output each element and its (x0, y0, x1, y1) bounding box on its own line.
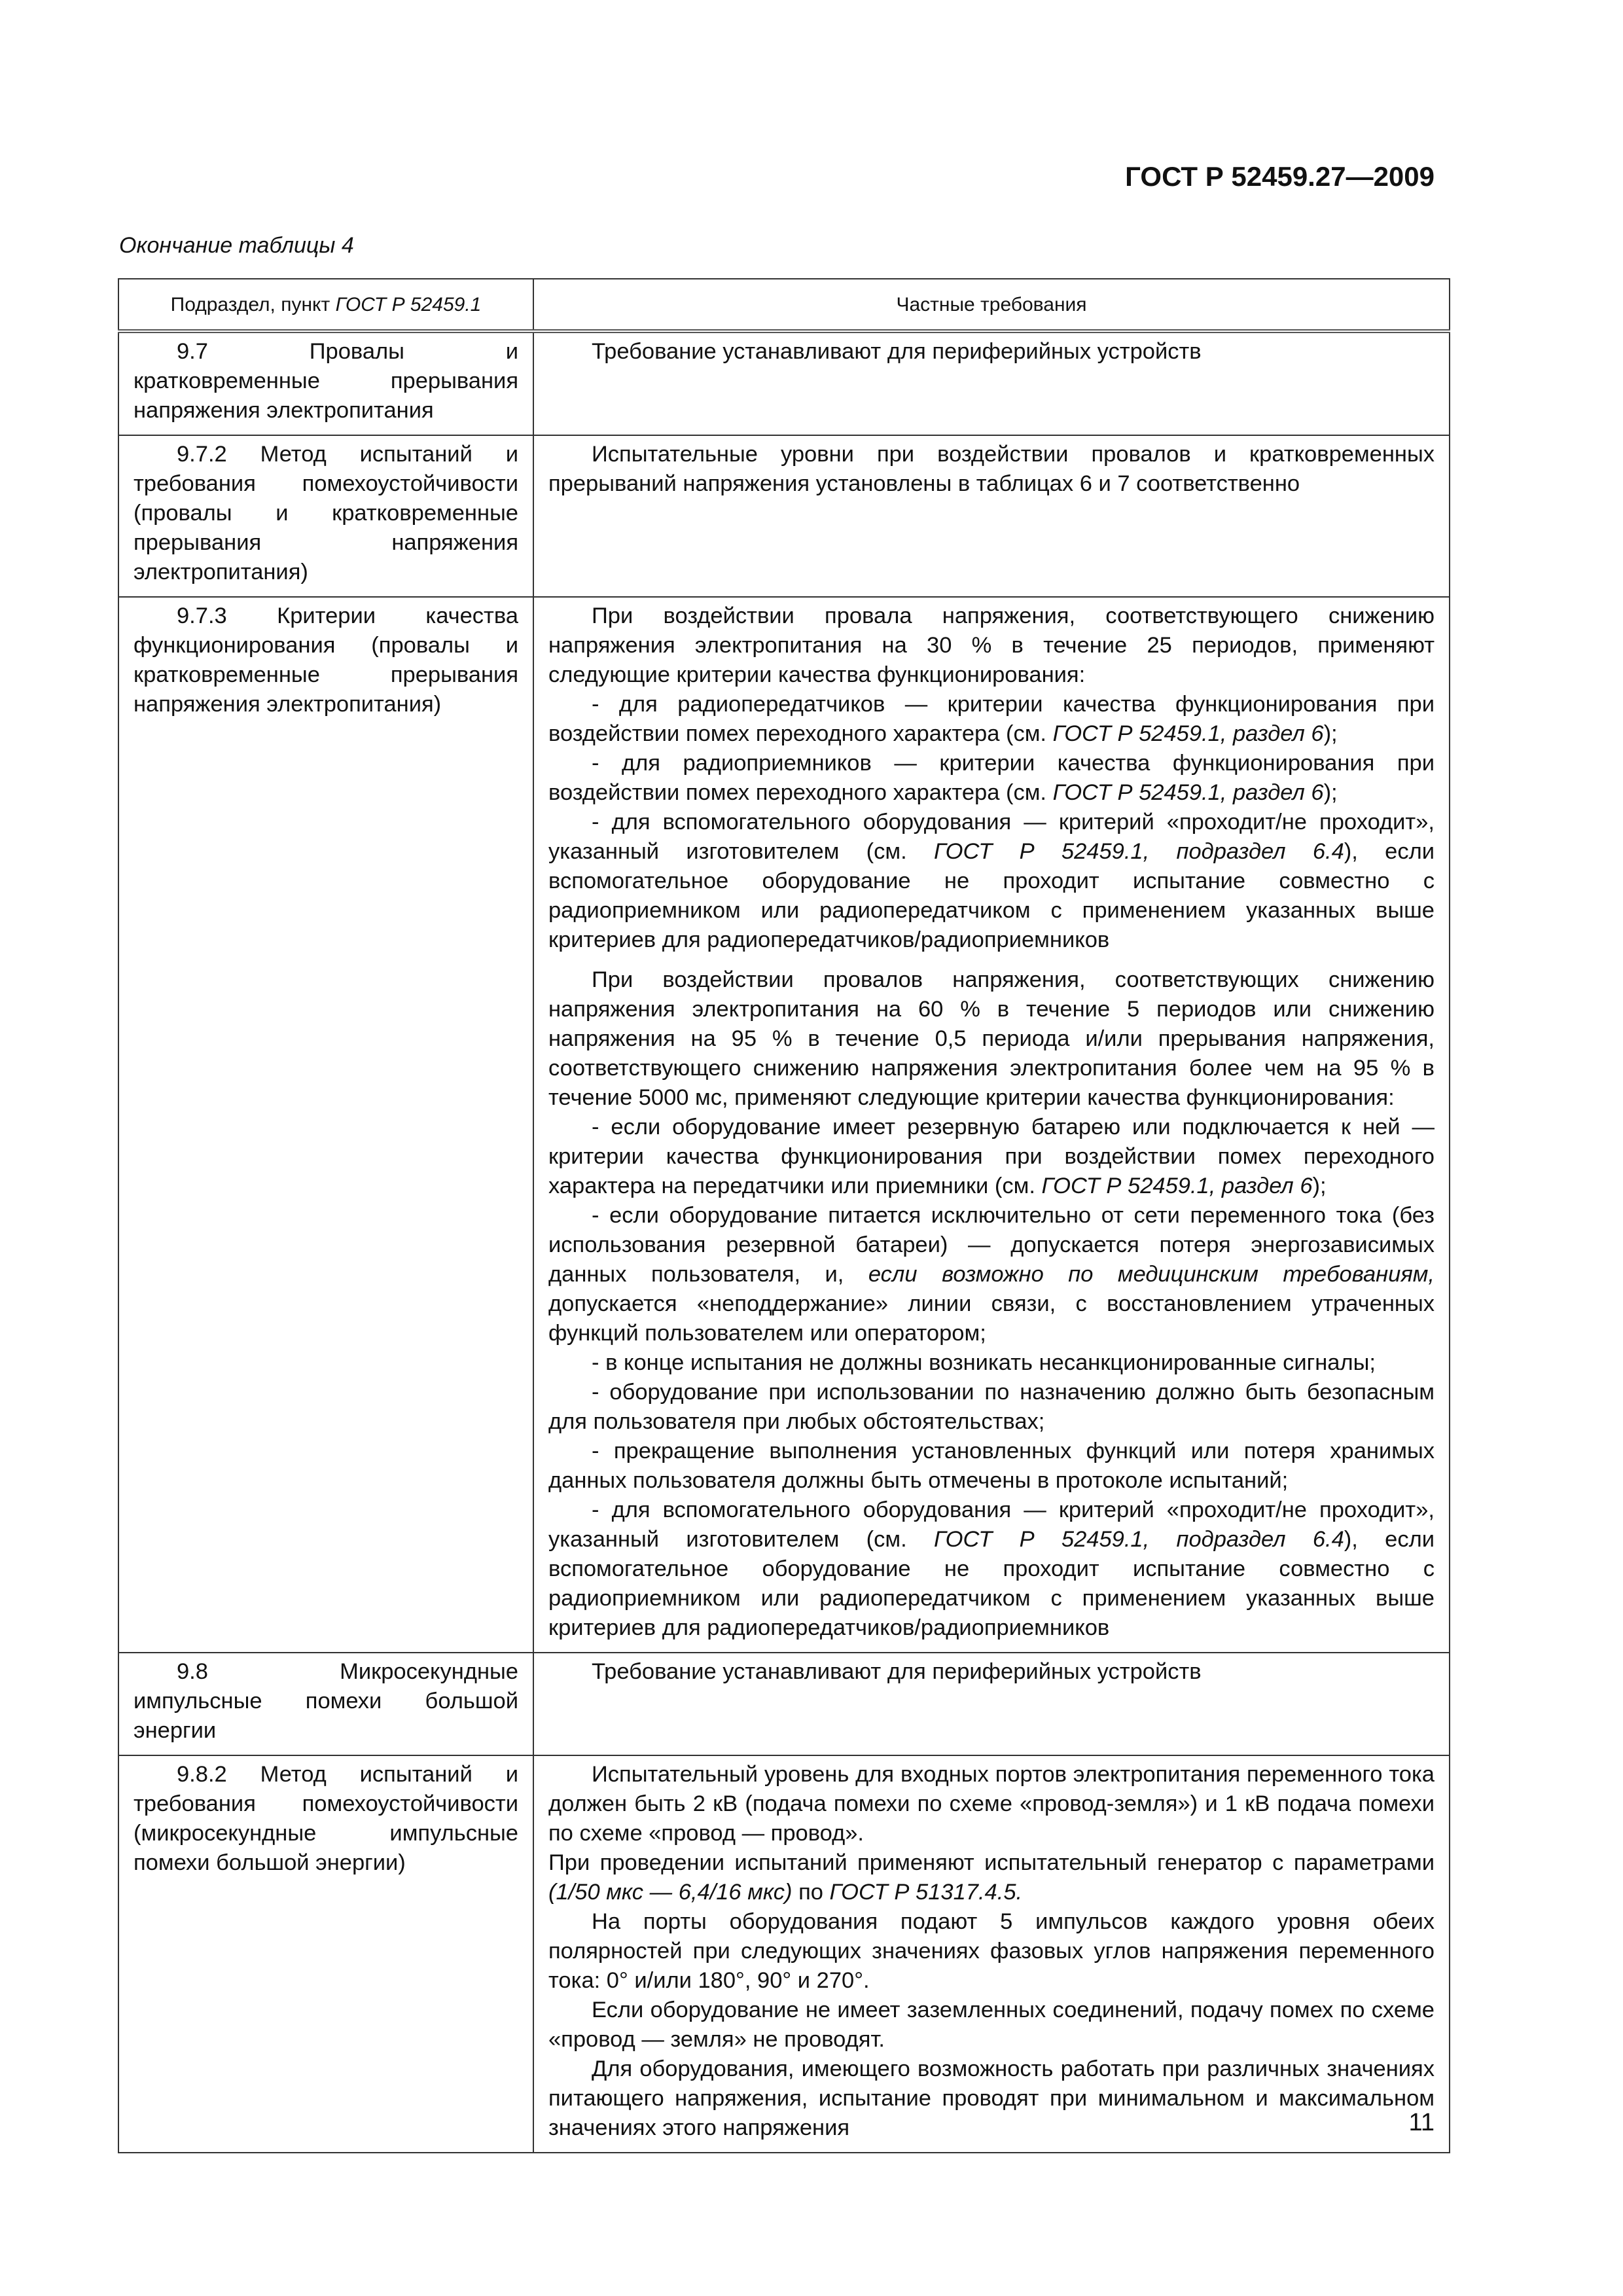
emphasis-text: если возможно по медицинским требованиям, (868, 1262, 1435, 1287)
subsection-cell: 9.7.3 Критерии качества функционирования (провалы и кратковременные прерывания напряжения электропитания) (118, 597, 533, 1653)
requirement-cell (533, 435, 1450, 597)
subsection-cell: 9.7 Провалы и кратковременные прерывания напряжения электропитания (118, 331, 533, 435)
page-number: 11 (1408, 2109, 1435, 2136)
standard-reference: ГОСТ Р 52459.1, раздел 6 (1052, 721, 1324, 746)
requirement-paragraph: Требование устанавливают для периферийных устройств (592, 1659, 1202, 1684)
table-row (118, 1653, 1450, 1755)
requirement-paragraph: - для вспомогательного оборудования — критерий «проходит/не проходит», указанный изготовителем (см. ГОСТ Р 52459.1, подраздел 6.4), если вспомогательное оборудование не проходит испытание совместно с радиоприемником или радиопередатчиком с применением указанных выше критериев для радиопередатчиков/радиоприемников (548, 810, 1435, 952)
standard-reference: ГОСТ Р 52459.1, подраздел 6.4 (934, 839, 1344, 864)
requirement-paragraph: При воздействии провалов напряжения, соответствующих снижению напряжения электропитания на 60 % в течение 5 периодов или снижению напряжения на 95 % в течение 0,5 периода и/или прерывания напряжения, соответствующего снижению напряжения электропитания более чем на 95 % в течение 5000 мс, применяют следующие критерии качества функционирования: (548, 967, 1435, 1110)
requirement-paragraph: - для радиоприемников — критерии качества функционирования при воздействии помех переходного характера (см. ГОСТ Р 52459.1, раздел 6); (548, 751, 1435, 805)
column-header-subsection: Подраздел, пункт ГОСТ Р 52459.1 (118, 279, 533, 331)
emphasis-text: (1/50 мкс — 6,4/16 мкс) (548, 1880, 793, 1905)
requirement-paragraph: - для вспомогательного оборудования — критерий «проходит/не проходит», указанный изготовителем (см. ГОСТ Р 52459.1, подраздел 6.4), если вспомогательное оборудование не проходит испытание совместно с радиоприемником или радиопередатчиком с применением указанных выше критериев для радиопередатчиков/радиоприемников (548, 1498, 1435, 1640)
standard-reference: ГОСТ Р 52459.1, раздел 6 (1052, 780, 1324, 805)
requirement-paragraph: - оборудование при использовании по назначению должно быть безопасным для пользователя при любых обстоятельствах; (548, 1380, 1435, 1434)
requirement-paragraph: Требование устанавливают для периферийных устройств (592, 339, 1202, 364)
requirement-paragraph: - для радиопередатчиков — критерии качества функционирования при воздействии помех переходного характера (см. ГОСТ Р 52459.1, раздел 6); (548, 692, 1435, 746)
standard-reference: ГОСТ Р 52459.1 (335, 293, 482, 315)
requirement-cell (533, 1755, 1450, 2153)
document-number: ГОСТ Р 52459.27—2009 (1125, 161, 1435, 192)
column-header-requirements: Частные требования (533, 279, 1450, 331)
requirement-paragraph: - прекращение выполнения установленных функций или потеря хранимых данных пользователя должны быть отмечены в протоколе испытаний; (548, 1439, 1435, 1493)
requirement-paragraph: При проведении испытаний применяют испытательный генератор с параметрами (1/50 мкс — 6,4/16 мкс) по ГОСТ Р 51317.4.5. (548, 1850, 1435, 1905)
table-caption: Окончание таблицы 4 (119, 233, 354, 258)
standard-reference: ГОСТ Р 52459.1, раздел 6 (1041, 1174, 1313, 1198)
requirement-paragraph: Испытательный уровень для входных портов электропитания переменного тока должен быть 2 кВ (подача помехи по схеме «провод-земля») и 1 кВ подача помехи по схеме «провод — провод». (548, 1762, 1435, 1846)
requirement-paragraph: - если оборудование питается исключительно от сети переменного тока (без использования резервной батареи) — допускается потеря энергозависимых данных пользователя, и, если возможно по медицинским требованиям, допускается «неподдержание» линии связи, с восстановлением утраченных функций пользователем или оператором; (548, 1203, 1435, 1346)
requirement-cell (533, 597, 1450, 1653)
requirement-paragraph: Испытательные уровни при воздействии провалов и кратковременных прерываний напряжения установлены в таблицах 6 и 7 соответственно (548, 442, 1435, 496)
requirement-paragraph: - в конце испытания не должны возникать несанкционированные сигналы; (592, 1350, 1376, 1375)
table-header-row (118, 279, 1450, 331)
table-row (118, 597, 1450, 1653)
subsection-cell: 9.8 Микросекундные импульсные помехи большой энергии (118, 1653, 533, 1755)
table-row (118, 1755, 1450, 2153)
subsection-cell: 9.8.2 Метод испытаний и требования помехоустойчивости (микросекундные импульсные помехи большой энергии) (118, 1755, 533, 2153)
standard-reference: ГОСТ Р 52459.1, подраздел 6.4 (934, 1527, 1344, 1552)
table-row (118, 331, 1450, 435)
subsection-cell: 9.7.2 Метод испытаний и требования помехоустойчивости (провалы и кратковременные прерывания напряжения электропитания) (118, 435, 533, 597)
table-row (118, 435, 1450, 597)
requirement-paragraph: Для оборудования, имеющего возможность работать при различных значениях питающего напряжения, испытание проводят при минимальном и максимальном значениях этого напряжения (548, 2056, 1435, 2140)
requirement-paragraph: - если оборудование имеет резервную батарею или подключается к ней — критерии качества функционирования при воздействии помех переходного характера на передатчики или приемники (см. ГОСТ Р 52459.1, раздел 6); (548, 1115, 1435, 1198)
requirement-cell (533, 1653, 1450, 1755)
requirements-table (118, 278, 1450, 2153)
requirement-paragraph: На порты оборудования подают 5 импульсов каждого уровня обеих полярностей при следующих значениях фазовых углов напряжения переменного тока: 0° и/или 180°, 90° и 270°. (548, 1909, 1435, 1993)
standard-reference: ГОСТ Р 51317.4.5. (829, 1880, 1023, 1905)
requirement-cell (533, 331, 1450, 435)
requirement-paragraph: Если оборудование не имеет заземленных соединений, подачу помех по схеме «провод — земля» не проводят. (548, 1998, 1435, 2052)
requirement-paragraph: При воздействии провала напряжения, соответствующего снижению напряжения электропитания на 30 % в течение 25 периодов, применяют следующие критерии качества функционирования: (548, 603, 1435, 687)
